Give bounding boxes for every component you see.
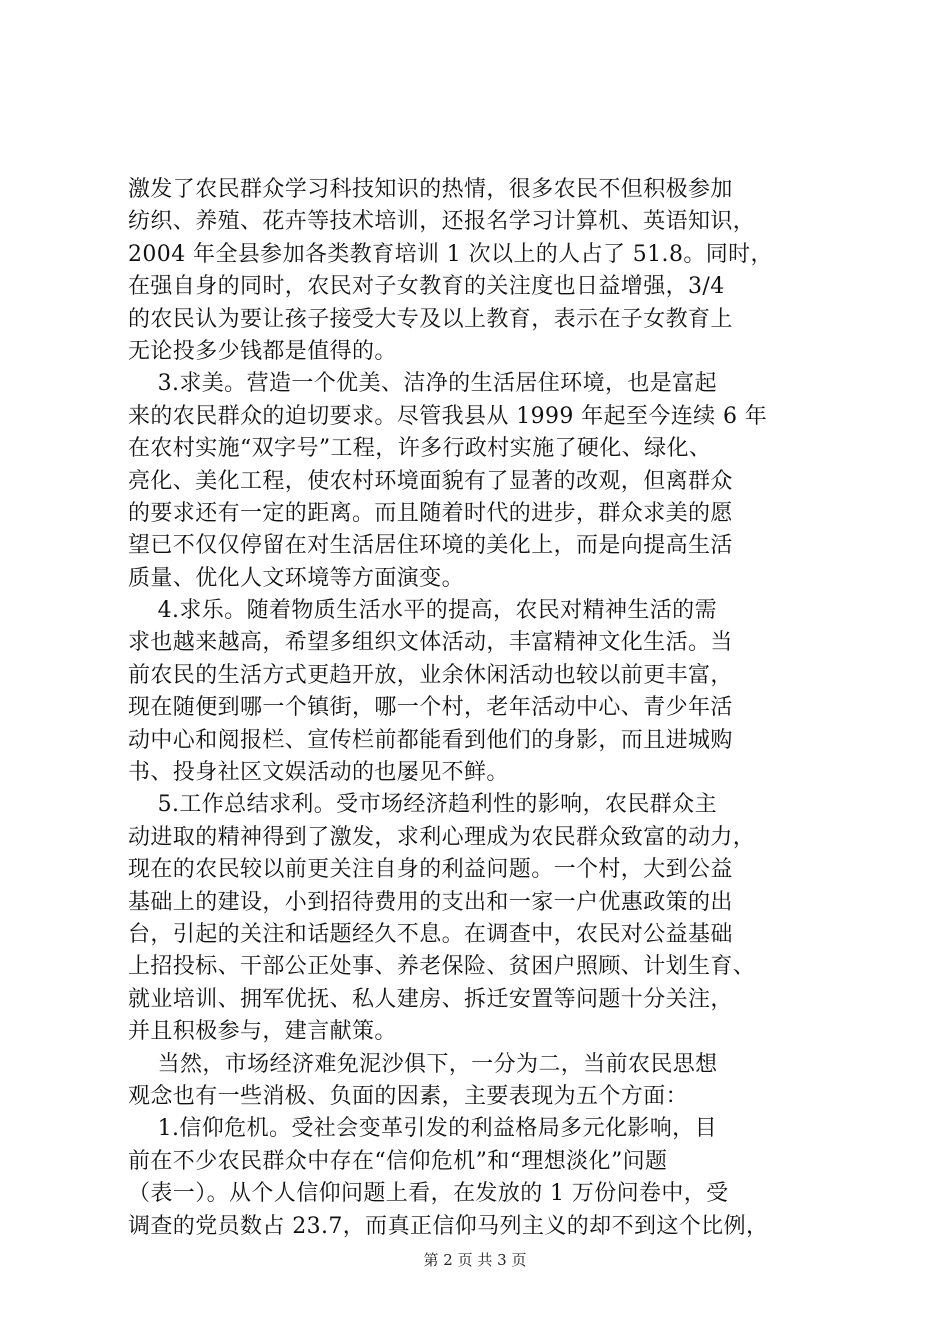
text-line: 现在随便到哪一个镇街，哪一个村，老年活动中心、青少年活 [128,695,733,721]
text-line: 上招投标、干部公正处事、养老保险、贫困户照顾、计划生育、 [128,954,756,980]
text-line: 1.信仰危机。受社会变革引发的利益格局多元化影响，目 [128,1116,717,1142]
text-line: 3.求美。营造一个优美、洁净的生活居住环境，也是富起 [128,371,717,397]
text-line: 4.求乐。随着物质生活水平的提高，农民对精神生活的需 [128,598,717,624]
text-line: 基础上的建设，小到招待费用的支出和一家一户优惠政策的出 [128,889,733,915]
text-line: 望已不仅仅停留在对生活居住环境的美化上，而是向提高生活 [128,533,733,559]
text-line: 的要求还有一定的距离。而且随着时代的进步，群众求美的愿 [128,500,733,526]
text-line: 5.工作总结求利。受市场经济趋利性的影响，农民群众主 [128,792,717,818]
text-line: 来的农民群众的迫切要求。尽管我县从 1999 年起至今连续 6 年 [128,403,768,429]
text-line: 亮化、美化工程，使农村环境面貌有了显著的改观，但离群众 [128,468,733,494]
text-line: 激发了农民群众学习科技知识的热情，很多农民不但积极参加 [128,177,733,202]
text-line: 就业培训、拥军优抚、私人建房、拆迁安置等问题十分关注， [128,986,733,1012]
text-line: 质量、优化人文环境等方面演变。 [128,565,465,591]
text-line: 前农民的生活方式更趋开放，业余休闲活动也较以前更丰富， [128,662,733,688]
text-line: 在强自身的同时，农民对子女教育的关注度也日益增强，3/4 [128,274,725,300]
page-number-footer: 第 2 页 共 3 页 [423,1251,527,1269]
text-line: 台，引起的关注和话题经久不息。在调查中，农民对公益基础 [128,921,733,947]
text-line: 无论投多少钱都是值得的。 [128,338,397,364]
text-line: 当然，市场经济难免泥沙俱下，一分为二，当前农民思想 [128,1051,718,1077]
text-line: （表一）。从个人信仰问题上看，在发放的 1 万份问卷中，受 [128,1181,729,1207]
text-line: 动进取的精神得到了激发，求利心理成为农民群众致富的动力， [128,824,756,850]
text-line: 纺织、养殖、花卉等技术培训，还报名学习计算机、英语知识， [128,209,756,235]
text-line: 求也越来越高，希望多组织文体活动，丰富精神文化生活。当 [128,630,733,656]
text-line: 并且积极参与，建言献策。 [128,1019,397,1045]
text-line: 调查的党员数占 23.7，而真正信仰马列主义的却不到这个比例， [128,1213,769,1239]
text-line: 动中心和阅报栏、宣传栏前都能看到他们的身影，而且进城购 [128,727,733,753]
text-line: 观念也有一些消极、负面的因素，主要表现为五个方面： [128,1083,689,1109]
text-line: 2004 年全县参加各类教育培训 1 次以上的人占了 51.8。同时， [128,241,773,267]
text-line: 的农民认为要让孩子接受大专及以上教育，表示在子女教育上 [128,306,733,332]
text-line: 书、投身社区文娱活动的也屡见不鲜。 [128,760,509,786]
text-line: 前在不少农民群众中存在“信仰危机”和“理想淡化”问题 [128,1148,668,1174]
text-line: 在农村实施“双字号”工程，许多行政村实施了硬化、绿化、 [128,436,712,462]
text-line: 现在的农民较以前更关注自身的利益问题。一个村，大到公益 [128,857,733,883]
document-body [128,174,840,1243]
